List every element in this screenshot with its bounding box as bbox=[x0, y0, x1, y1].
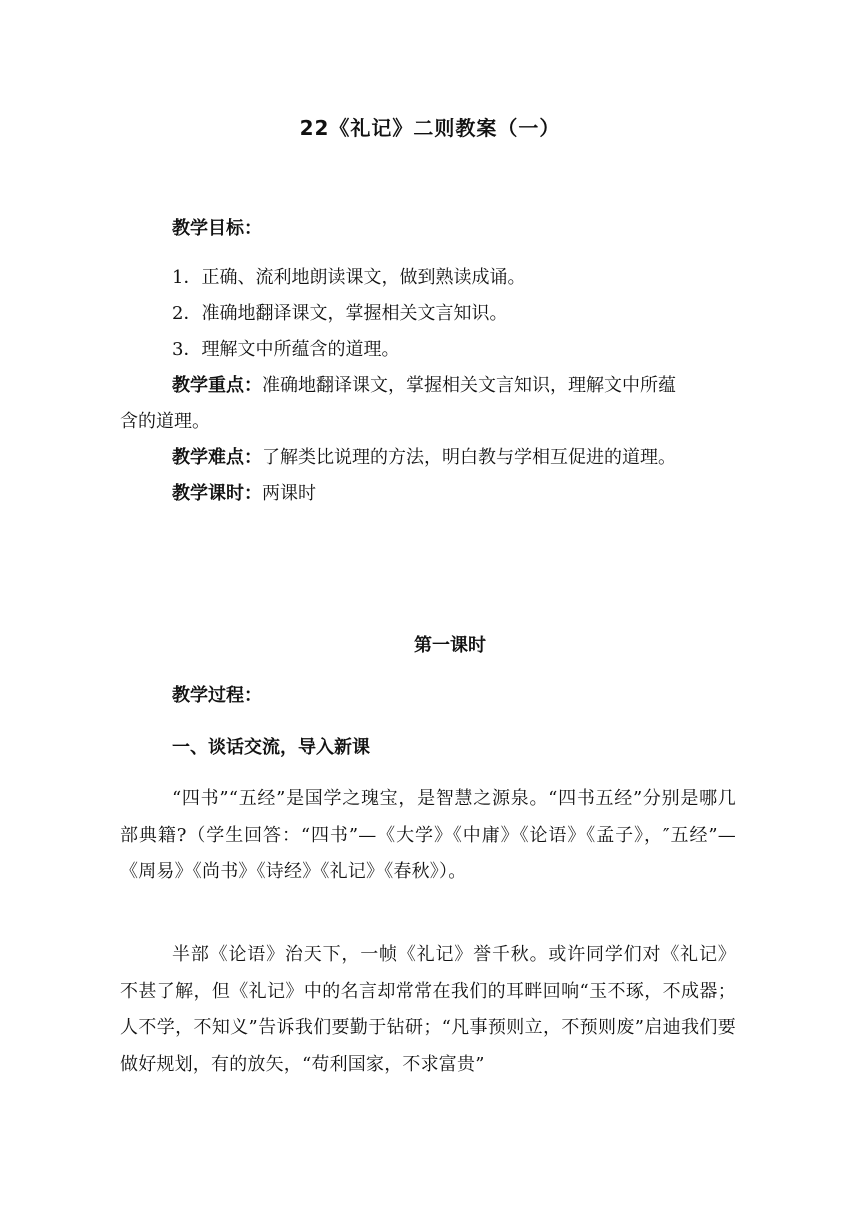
difficulties-text: 了解类比说理的方法，明白教与学相互促进的道理。 bbox=[262, 447, 676, 468]
lesson1-heading: 第一课时 bbox=[414, 635, 486, 656]
document-title: 22《礼记》二则教案（一） bbox=[299, 116, 561, 140]
key-points-line bbox=[172, 369, 742, 403]
section1-heading: 一、谈话交流，导入新课 bbox=[172, 737, 370, 758]
paragraph-liji-quotes: 半部《论语》治天下，一帧《礼记》誉千秋。或许同学们对《礼记》不甚了解，但《礼记》中的名言却常常在我们的耳畔回响“玉不琢，不成器；人不学，不知义”告诉我们要勤于钻研；“凡事预则立，不预则废”启迪我们要做好规划，有的放矢，“苟利国家，不求富贵” bbox=[120, 944, 736, 1075]
key-points-label: 教学重点： bbox=[172, 375, 262, 396]
goal-item-3: 3．理解文中所蕴含的道理。 bbox=[172, 339, 400, 360]
hours-line bbox=[172, 477, 742, 511]
paragraph-intro-classics: “四书”“五经”是国学之瑰宝，是智慧之源泉。“四书五经”分别是哪几部典籍?（学生回答：“四书”—《大学》《中庸》《论语》《孟子》，″五经”—《周易》《尚书》《诗经》《礼记》《春秋》）。 bbox=[120, 788, 736, 882]
hours-text: 两课时 bbox=[262, 483, 316, 504]
key-points-text: 准确地翻译课文，掌握相关文言知识，理解文中所蕴 bbox=[262, 375, 676, 396]
goal-item-1: 1．正确、流利地朗读课文，做到熟读成诵。 bbox=[172, 267, 526, 288]
key-points-continuation: 含的道理。 bbox=[120, 411, 210, 432]
goal-item-2: 2．准确地翻译课文，掌握相关文言知识。 bbox=[172, 303, 508, 324]
difficulties-line bbox=[172, 441, 742, 475]
hours-label: 教学课时： bbox=[172, 483, 262, 504]
difficulties-label: 教学难点： bbox=[172, 447, 262, 468]
goals-heading: 教学目标： bbox=[172, 218, 262, 239]
process-heading: 教学过程： bbox=[172, 685, 262, 706]
